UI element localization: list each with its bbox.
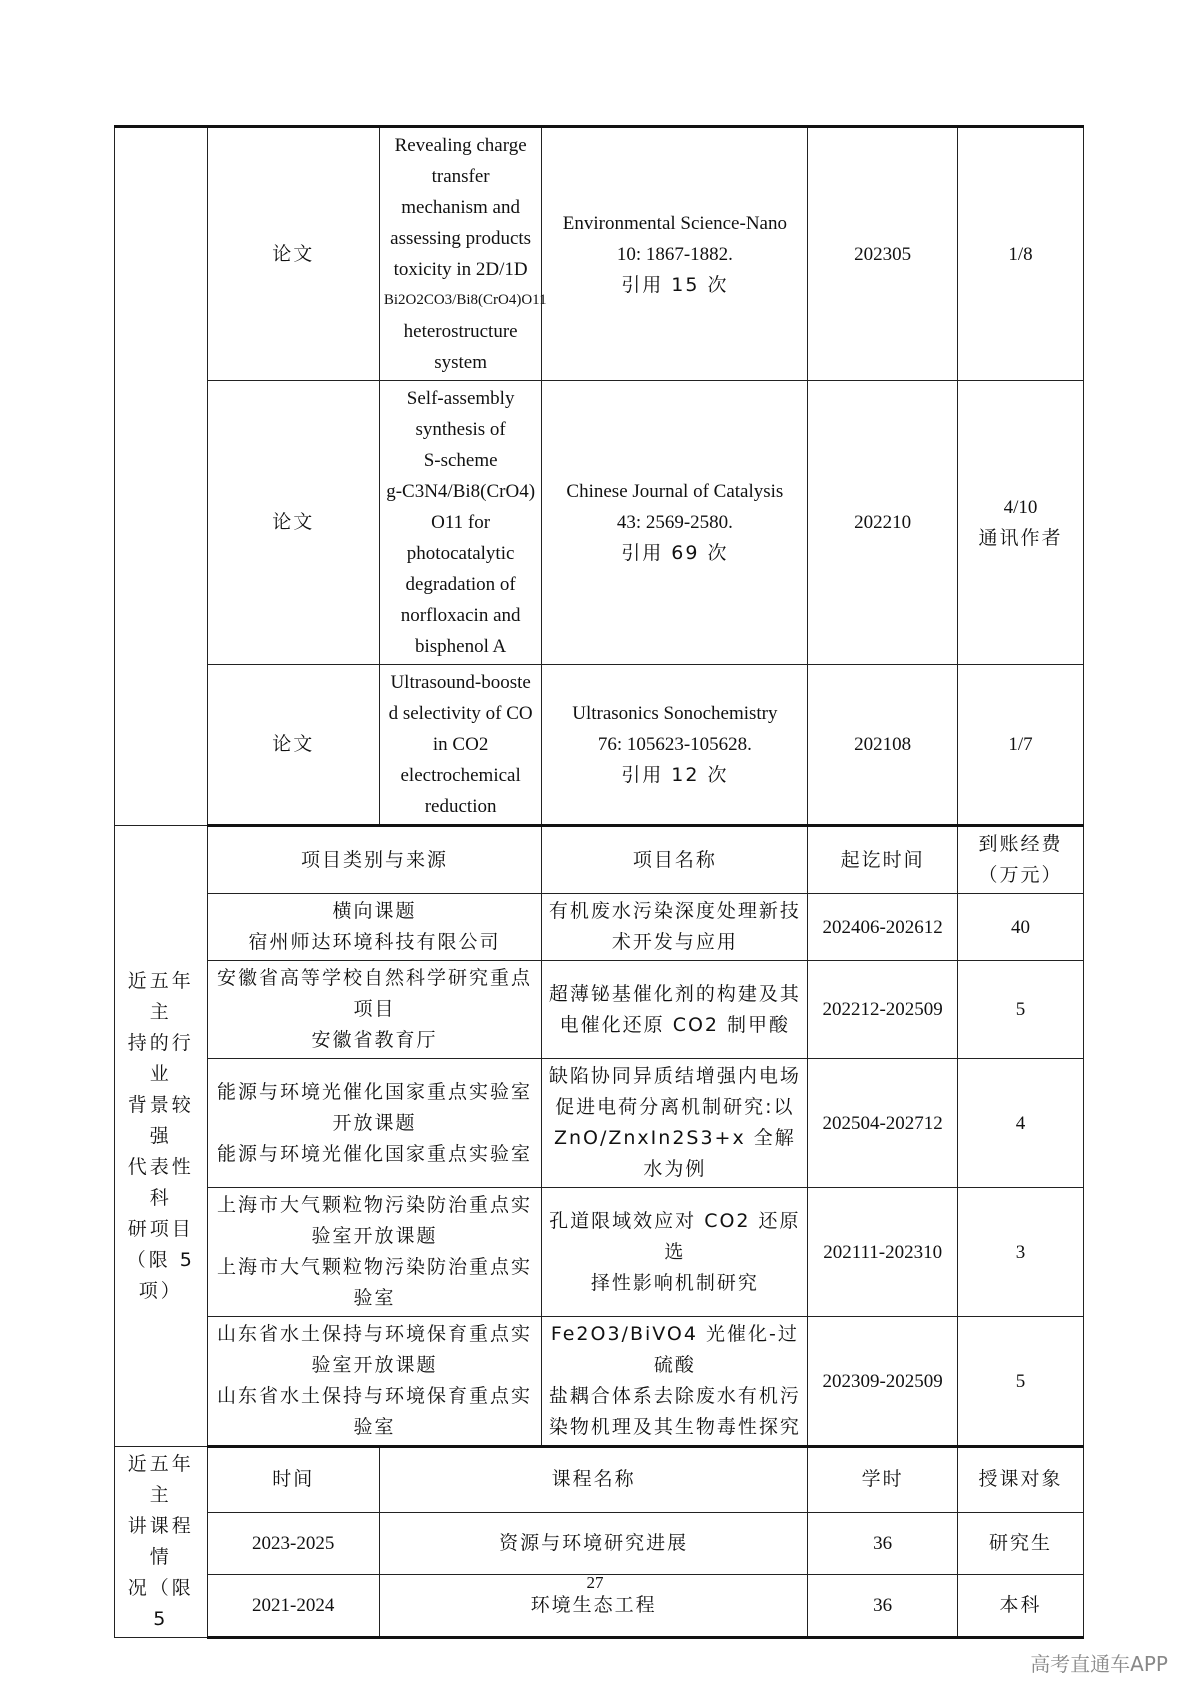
project-source: 能源与环境光催化国家重点实验室 开放课题 能源与环境光催化国家重点实验室 [207, 1059, 542, 1188]
paper-type: 论文 [207, 127, 379, 381]
paper-rank: 4/10 通讯作者 [957, 381, 1083, 665]
paper-rank: 1/7 [957, 665, 1083, 826]
project-name: Fe2O3/BiVO4 光催化-过硫酸 盐耦合体系去除废水有机污 染物机理及其生物毒性探究 [542, 1317, 808, 1447]
projects-header-row [115, 826, 1084, 894]
project-source: 山东省水土保持与环境保育重点实 验室开放课题 山东省水土保持与环境保育重点实 验室 [207, 1317, 542, 1447]
course-hours: 36 [808, 1575, 958, 1638]
header-project-name: 项目名称 [542, 826, 808, 894]
project-period: 202111-202310 [808, 1188, 958, 1317]
project-period: 202406-202612 [808, 894, 958, 961]
header-course-hours: 学时 [808, 1447, 958, 1513]
project-funding: 4 [957, 1059, 1083, 1188]
paper-journal: Chinese Journal of Catalysis 43: 2569-2580. 引用 69 次 [542, 381, 808, 665]
project-row-2 [115, 961, 1084, 1059]
course-time: 2023-2025 [207, 1512, 379, 1575]
project-funding: 3 [957, 1188, 1083, 1317]
project-row-1 [115, 894, 1084, 961]
project-name: 孔道限域效应对 CO2 还原选 择性影响机制研究 [542, 1188, 808, 1317]
project-source: 横向课题 宿州师达环境科技有限公司 [207, 894, 542, 961]
project-row-4 [115, 1188, 1084, 1317]
course-hours: 36 [808, 1512, 958, 1575]
page-number: 27 [586, 1573, 604, 1592]
header-course-time: 时间 [207, 1447, 379, 1513]
header-project-period: 起讫时间 [808, 826, 958, 894]
paper-row-2 [115, 381, 1084, 665]
course-name: 资源与环境研究进展 [379, 1512, 807, 1575]
paper-date: 202305 [808, 127, 958, 381]
paper-type: 论文 [207, 381, 379, 665]
project-period: 202212-202509 [808, 961, 958, 1059]
project-name: 有机废水污染深度处理新技 术开发与应用 [542, 894, 808, 961]
course-name: 环境生态工程 [379, 1575, 807, 1638]
watermark-text: 高考直通车APP [1030, 1652, 1168, 1676]
header-project-category: 项目类别与来源 [207, 826, 542, 894]
course-audience: 研究生 [957, 1512, 1083, 1575]
paper-row-1 [115, 127, 1084, 381]
project-period: 202309-202509 [808, 1317, 958, 1447]
header-course-audience: 授课对象 [957, 1447, 1083, 1513]
data-table [114, 125, 1084, 1639]
course-audience: 本科 [957, 1575, 1083, 1638]
paper-type: 论文 [207, 665, 379, 826]
paper-journal: Ultrasonics Sonochemistry 76: 105623-105628. 引用 12 次 [542, 665, 808, 826]
paper-title: Revealing charge transfer mechanism and assessing products toxicity in 2D/1D Bi2O2CO3/Bi8(CrO4)O11 heterostructure system [379, 127, 542, 381]
project-row-5 [115, 1317, 1084, 1447]
courses-section-label: 近五年主 讲课程情 况（限 5 [115, 1447, 208, 1638]
paper-title: Self-assembly synthesis of S-scheme g-C3N4/Bi8(CrO4) O11 for photocatalytic degradation of norfloxacin and bisphenol A [379, 381, 542, 665]
header-project-funding: 到账经费 （万元） [957, 826, 1083, 894]
project-funding: 5 [957, 961, 1083, 1059]
projects-section-label: 近五年主 持的行业 背景较强 代表性科 研项目 （限 5 项） [115, 826, 208, 1447]
project-source: 安徽省高等学校自然科学研究重点 项目 安徽省教育厅 [207, 961, 542, 1059]
project-name: 超薄铋基催化剂的构建及其 电催化还原 CO2 制甲酸 [542, 961, 808, 1059]
course-time: 2021-2024 [207, 1575, 379, 1638]
project-funding: 40 [957, 894, 1083, 961]
paper-journal: Environmental Science-Nano 10: 1867-1882. 引用 15 次 [542, 127, 808, 381]
project-source: 上海市大气颗粒物污染防治重点实 验室开放课题 上海市大气颗粒物污染防治重点实 验室 [207, 1188, 542, 1317]
paper-row-3 [115, 665, 1084, 826]
papers-label-cell [115, 127, 208, 826]
course-row-1 [115, 1512, 1084, 1575]
project-period: 202504-202712 [808, 1059, 958, 1188]
project-row-3 [115, 1059, 1084, 1188]
courses-header-row [115, 1447, 1084, 1513]
project-name: 缺陷协同异质结增强内电场 促进电荷分离机制研究:以 ZnO/ZnxIn2S3+x 全解水为例 [542, 1059, 808, 1188]
paper-title: Ultrasound-booste d selectivity of CO in CO2 electrochemical reduction [379, 665, 542, 826]
header-course-name: 课程名称 [379, 1447, 807, 1513]
project-funding: 5 [957, 1317, 1083, 1447]
paper-rank: 1/8 [957, 127, 1083, 381]
paper-date: 202108 [808, 665, 958, 826]
paper-date: 202210 [808, 381, 958, 665]
